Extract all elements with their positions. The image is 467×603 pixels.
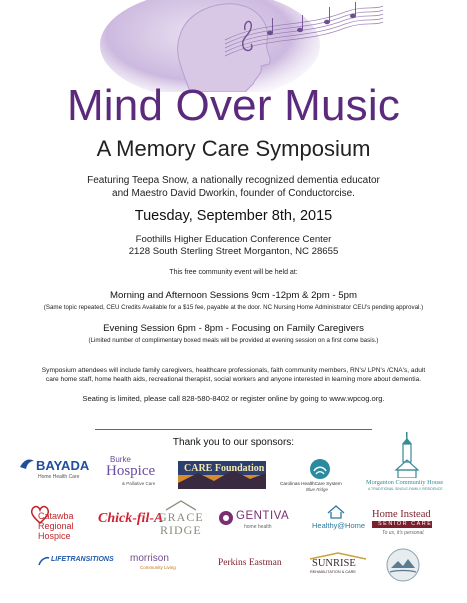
sunrise-logo: SUNRISE REHABILITATION & CARE	[306, 552, 370, 578]
home-instead-logo: Home Instead SENIOR CARE To us, it's personal.	[372, 509, 433, 536]
healthy-at-home-logo: Healthy@Home	[308, 505, 364, 535]
bayada-bird-icon	[18, 455, 36, 473]
session-evening-heading: Evening Session 6pm - 8pm - Focusing on Family Caregivers	[103, 323, 364, 334]
perkins-eastman-logo: Perkins Eastman	[218, 558, 282, 568]
venue-name: Foothills Higher Education Conference Center	[135, 234, 332, 245]
circle-seal-icon	[386, 548, 420, 582]
session-morning-heading: Morning and Afternoon Sessions 9cm -12pm & 2pm - 5pm	[110, 290, 357, 301]
catawba-regional-hospice-logo: Catawba Regional Hospice	[30, 503, 90, 543]
event-subtitle: A Memory Care Symposium	[96, 136, 371, 161]
head-music-graphic	[95, 0, 385, 92]
venue-block	[0, 234, 467, 258]
attendees-text: Symposium attendees will include family caregivers, healthcare professionals, faith community members, RN's/ LPN's /CNA's, adult care home staff, home health aids, recreational therapist, social workers and anyone interested in learning more about dementia.	[41, 367, 426, 383]
gentiva-logo: GENTIVA home health	[218, 508, 300, 534]
care-foundation-logo: CARE Foundation	[178, 461, 266, 489]
chick-fil-a-logo: Chick-fil-A	[98, 511, 164, 526]
sponsor-divider	[95, 429, 372, 430]
morrison-logo: morrison Community Living	[130, 553, 176, 570]
session-morning-note: (Same topic repeated, CEU Credits Available for a $15 fee, payable at the door. NC Nursing Home Administrator CEU's pending approval.)	[43, 304, 424, 311]
steeple-icon	[392, 432, 422, 478]
event-date: Tuesday, September 8th, 2015	[134, 208, 333, 224]
lifetransitions-icon	[38, 555, 50, 567]
intro-text: This free community event will be held at:	[169, 269, 298, 276]
seating-text: Seating is limited, please call 828-580-8402 or register online by going to www.wpcog.org.	[82, 394, 385, 403]
session-evening-note: (Limited number of complimentary boxed meals will be provided at evening session on a first come basis.)	[88, 337, 379, 344]
venue-address: 2128 South Sterling Street Morganton, NC 28655	[128, 246, 339, 257]
grace-ridge-logo: GRACE RIDGE	[154, 499, 208, 539]
round-seal-logo	[386, 548, 420, 582]
gentiva-mark-icon	[218, 510, 234, 526]
healthy-house-icon	[326, 505, 346, 519]
event-title: Mind Over Music	[66, 81, 401, 130]
burke-hospice-logo: Burke Hospice & Palliative Care	[106, 455, 156, 486]
bayada-logo: BAYADA Home Health Care	[18, 455, 90, 485]
morganton-community-house-logo: Morganton Community House A TRADITIONAL SINGLE-FAMILY RESIDENCE	[366, 432, 458, 494]
carolinas-healthcare-logo: Carolinas HealthCare System Blue Ridge	[280, 458, 360, 492]
featuring-text: Featuring Teepa Snow, a nationally recognized dementia educator and Maestro David Dworkin, founder of Conductorcise.	[87, 175, 380, 199]
sponsors-heading: Thank you to our sponsors:	[172, 437, 295, 448]
carolinas-circle-icon	[309, 458, 331, 480]
life-transitions-logo: LIFETRANSITIONS	[38, 555, 118, 571]
